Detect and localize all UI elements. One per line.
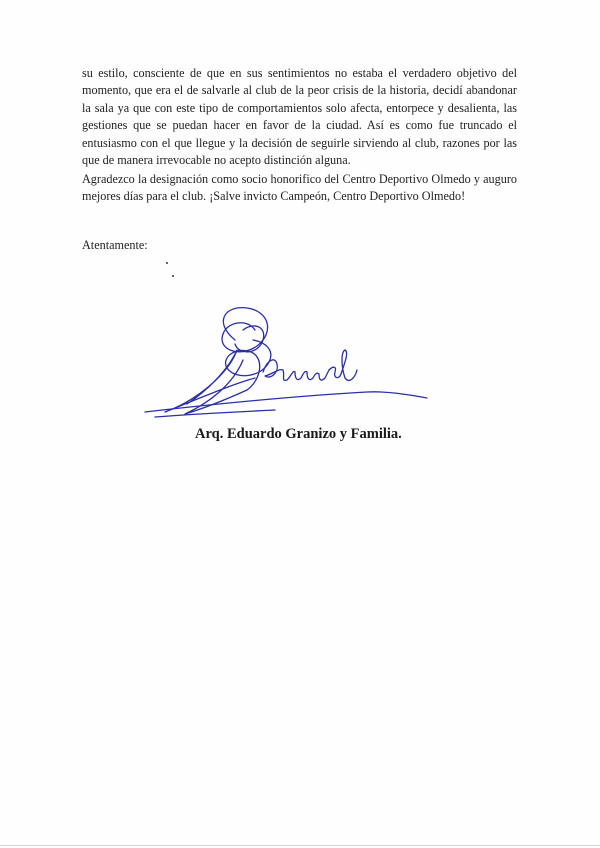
- closing-salutation: Atentamente:: [82, 238, 148, 252]
- page-bottom-edge: [0, 845, 600, 846]
- ink-speck: [166, 262, 168, 264]
- handwritten-signature: [135, 300, 435, 420]
- ink-speck: [172, 275, 174, 277]
- body-paragraph-2: Agradezco la designación como socio honorifico del Centro Deportivo Olmedo y auguro mejores días para el club. ¡Salve invicto Campeón, Centro Deportivo Olmedo!: [82, 172, 517, 204]
- body-paragraph-1: su estilo, consciente de que en sus sentimientos no estaba el verdadero objetivo del momento, que era el de salvarle al club de la peor crisis de la historia, decidí abandonar la sala ya que con este tipo de comportamientos solo afecta, entorpece y desalienta, las gestiones que se puedan hacer en favor de la ciudad. Así es como fue truncado el entusiasmo con el que llegue y la decisión de seguirle sirviendo al club, razones por las que de manera irrevocable no acepto distinción alguna.: [82, 66, 517, 168]
- signer-name: Arq. Eduardo Granizo y Familia.: [195, 426, 402, 442]
